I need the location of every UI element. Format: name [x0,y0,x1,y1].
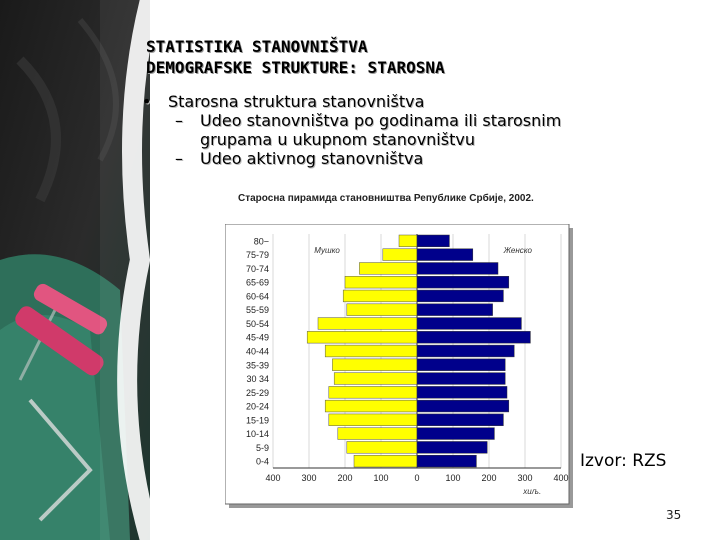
female-bar [417,249,473,261]
male-bar [354,455,417,467]
age-group-label: 75-79 [245,250,269,261]
female-bar [417,359,505,371]
female-bar [417,373,505,385]
x-tick-label: 300 [517,473,533,483]
age-group-label: 20-24 [245,401,269,412]
male-bar [329,386,417,398]
x-tick-label: 200 [481,473,497,483]
female-bar [417,290,503,302]
x-tick-label: 400 [265,473,281,483]
female-bar [417,318,521,330]
age-group-label: 5-9 [255,442,269,453]
age-group-label: 25-29 [245,387,269,398]
x-tick-label: 0 [414,473,420,483]
female-bar [417,263,498,275]
sub-bullet-item [138,149,698,168]
female-bar [417,276,509,288]
female-bar [417,455,476,467]
female-bar [417,304,493,316]
male-bar [329,414,417,426]
age-group-label: 35-39 [245,360,269,371]
male-bar [307,331,417,343]
x-tick-label: 100 [445,473,461,483]
legend-female-label: Женско [503,246,533,255]
male-bar [345,276,417,288]
title-line-2: DEMOGRAFSKE STRUKTURE: STAROSNA [146,58,445,77]
sub-bullet-text: Udeo aktivnog stanovništva [200,149,424,168]
sub-bullet-text-line-1: Udeo stanovništva po godinama ili starosnim [200,111,562,130]
bullet-list [138,92,698,168]
male-bar [399,235,417,247]
chart-title: Старосна пирамида становништва Републике Србије, 2002. [238,193,534,204]
male-bar [332,359,417,371]
age-group-label: 70-74 [245,263,269,274]
age-group-label: 55-59 [245,305,269,316]
title-line-1: STATISTIKA STANOVNIŠTVA [146,37,368,56]
female-bar [417,400,509,412]
x-tick-label: 100 [373,473,389,483]
male-bar [318,318,417,330]
x-unit-label: хиљ. [523,487,542,496]
male-bar [325,345,417,357]
male-bar [334,373,417,385]
female-bar [417,345,514,357]
bullet-text: Starosna struktura stanovništva [168,92,425,111]
male-bar [383,249,417,261]
male-bar [338,428,417,440]
age-group-label: 40-44 [245,346,269,357]
x-tick-label: 400 [553,473,569,483]
x-tick-label: 200 [337,473,353,483]
female-bar [417,441,487,453]
sub-bullet-marker: – [175,111,183,130]
population-pyramid-chart [225,224,575,510]
bullet-item [138,92,698,111]
female-bar [417,428,494,440]
age-group-label: 0-4 [255,456,269,467]
x-tick-label: 300 [301,473,317,483]
sub-bullet-marker: – [175,149,183,168]
age-group-label: 30 34 [246,374,269,385]
age-group-label: 80− [253,236,269,247]
sub-bullet-text-line-2: grupama u ukupnom stanovništvu [200,130,475,149]
age-group-label: 45-49 [245,332,269,343]
male-bar [347,304,417,316]
page-number: 35 [666,508,682,522]
male-bar [347,441,417,453]
male-bar [359,263,417,275]
male-bar [343,290,417,302]
female-bar [417,331,530,343]
age-group-label: 10-14 [245,429,269,440]
slide-title [146,36,686,78]
male-bar [325,400,417,412]
female-bar [417,235,449,247]
sub-bullet-item [138,111,698,149]
age-group-label: 15-19 [245,415,269,426]
legend-male-label: Мушко [314,246,340,255]
female-bar [417,414,503,426]
age-group-label: 65-69 [245,277,269,288]
bullet-marker: • [142,92,152,111]
source-label: Izvor: RZS [580,451,667,471]
age-group-label: 50-54 [245,318,269,329]
age-group-label: 60-64 [245,291,269,302]
female-bar [417,386,507,398]
chalkboard-decoration [0,0,150,540]
